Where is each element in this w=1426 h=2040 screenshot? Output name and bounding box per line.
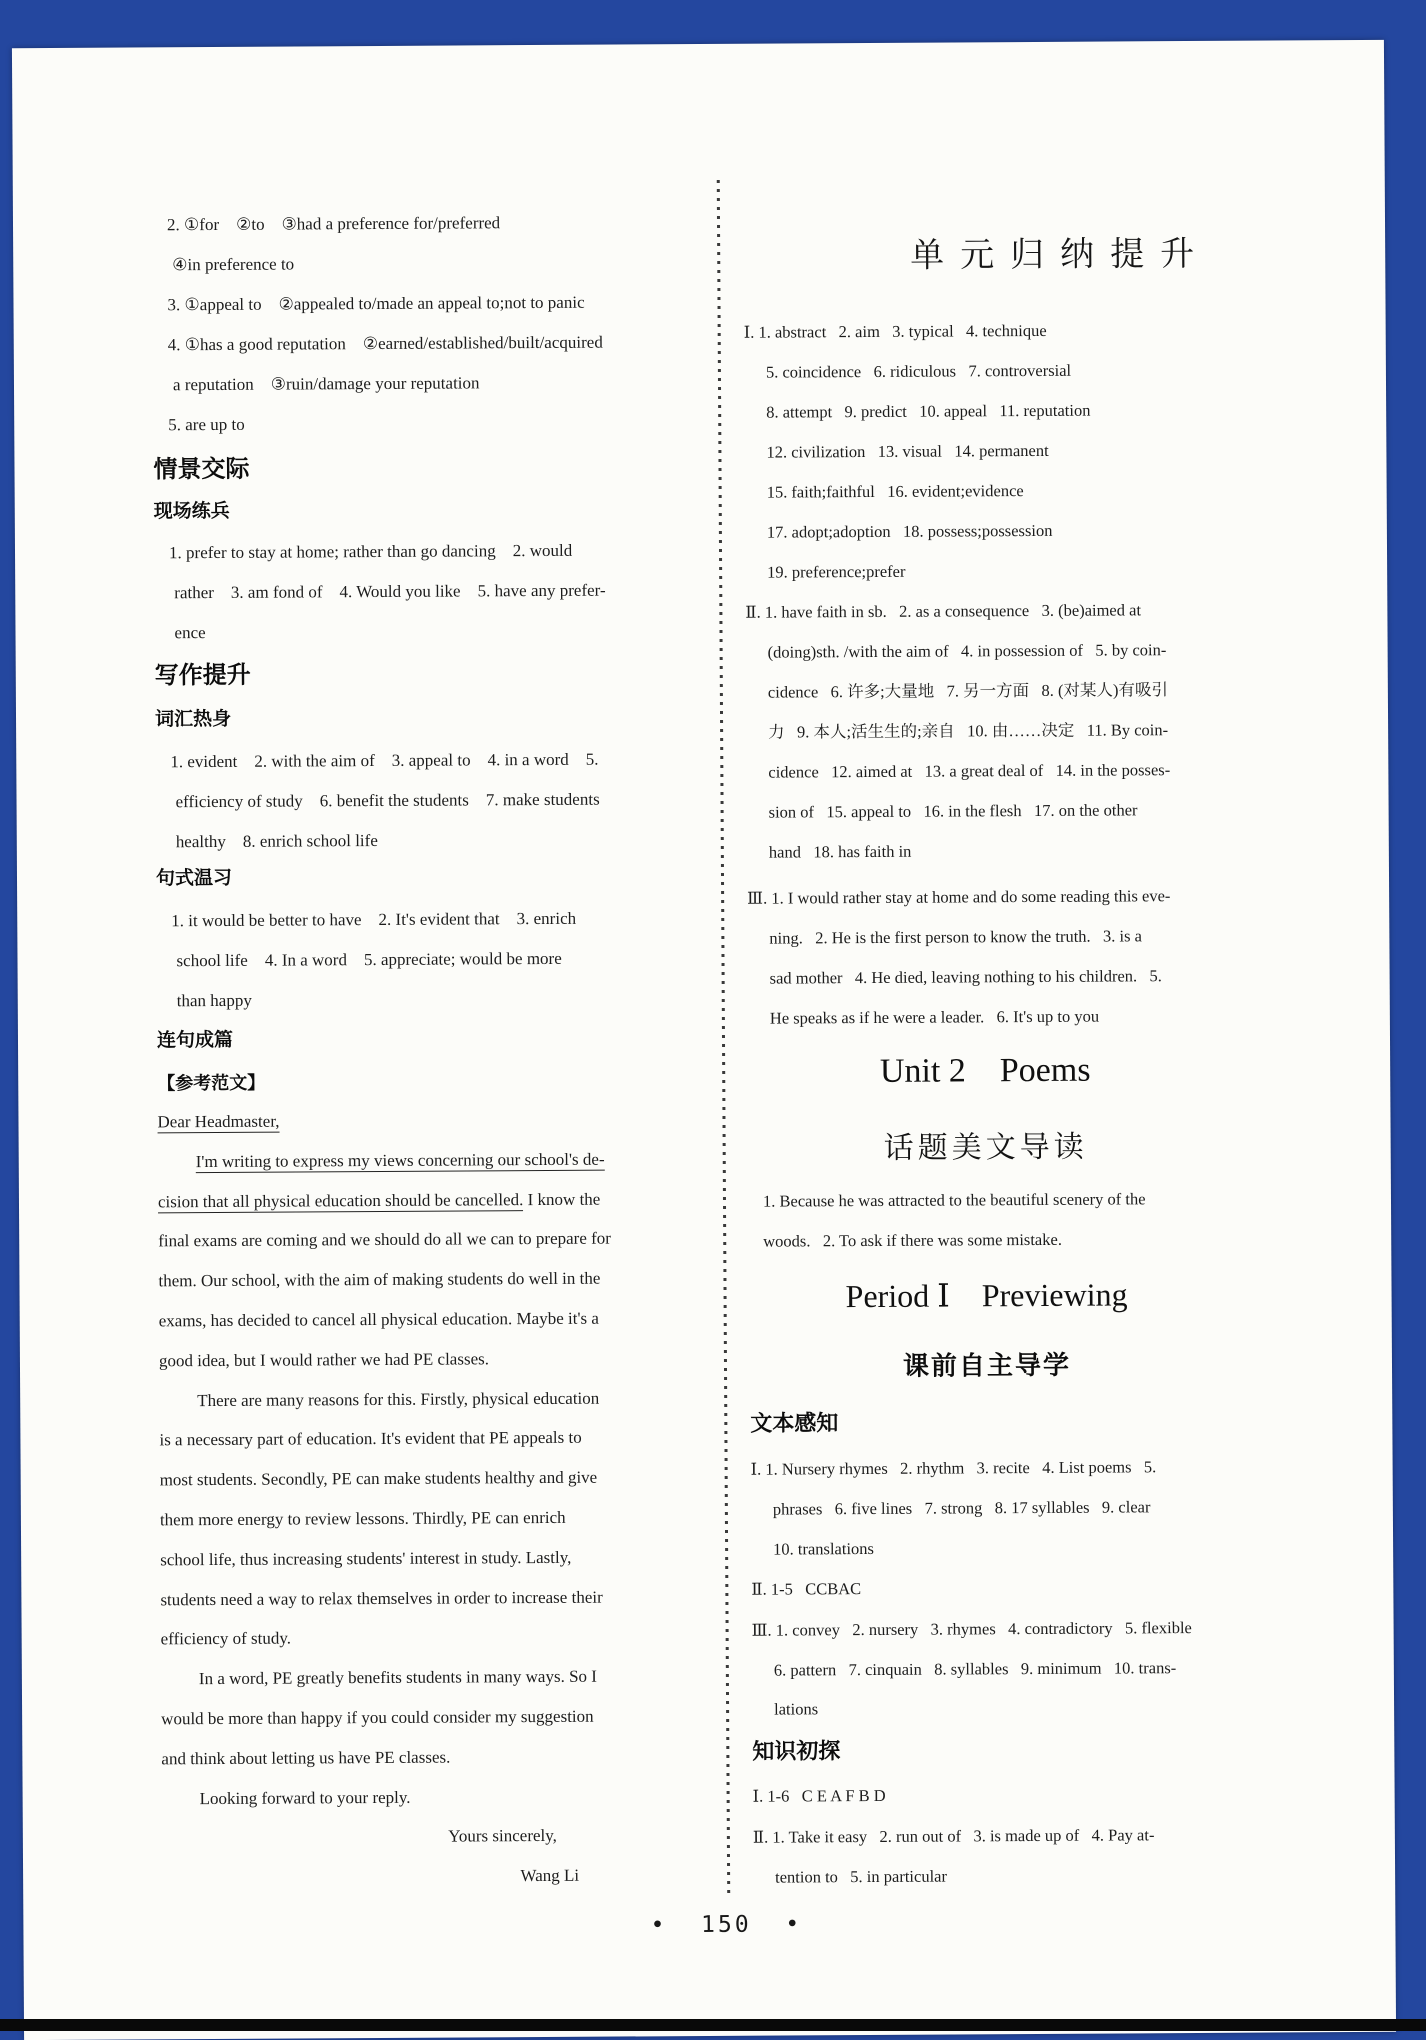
answer-line: Ⅱ. 1. Take it easy 2. run out of 3. is made up of 4. Pay at- [752,1825,1155,1847]
answer-line: ning. 2. He is the first person to know the truth. 3. is a [769,926,1143,948]
answer-line: Ⅰ. 1. abstract 2. aim 3. typical 4. technique [743,320,1047,342]
answer-line: sad mother 4. He died, leaving nothing to his children. 5. [769,966,1162,988]
answer-line: 15. faith;faithful 16. evident;evidence [766,481,1024,502]
heading-topic-reading [749,1125,1223,1172]
answer-line: phrases 6. five lines 7. strong 8. 17 syllables 9. clear [772,1497,1151,1519]
letter-line: Looking forward to your reply. [199,1787,411,1808]
answer-line: 1. evident 2. with the aim of 3. appeal to 4. in a word 5. [170,749,599,772]
answer-line: 1. prefer to stay at home; rather than go dancing 2. would [168,540,573,563]
letter-line: them more energy to review lessons. Thirdly, PE can enrich [159,1507,566,1530]
answer-line: 3. ①appeal to ②appealed to/made an appeal to;not to panic [167,292,585,315]
letter-line: would be more than happy if you could consider my suggestion [161,1706,594,1729]
heading-unit2-poems: Unit 2 Poems [879,1051,1091,1090]
subheading-on-spot-drill: 现场练兵 [153,500,230,523]
underlined-text: Dear Headmaster, [157,1111,280,1132]
answers-block-top [152,202,698,445]
answer-line: hand 18. has faith in [768,841,912,862]
letter-salutation [157,1099,702,1142]
subheading-paragraph-building: 连句成篇 [156,1029,234,1052]
answer-line: 5. coincidence 6. ridiculous 7. controversial [765,360,1072,382]
answer-line: 10. translations [773,1538,874,1559]
letter-line: is a necessary part of education. It's evident that PE appeals to [159,1428,582,1450]
letter-line: them. Our school, with the aim of making students do well in the [158,1268,601,1291]
underlined-text: I'm writing to express my views concerning our school's de- [195,1149,605,1171]
answer-line: 12. civilization 13. visual 14. permanent [766,440,1049,462]
underlined-text: cision that all physical education should be cancelled. [157,1189,524,1211]
answers-block-vocab [155,739,701,862]
answer-line: cidence 12. aimed at 13. a great deal of 14. in the posses- [768,760,1171,782]
letter-text: I know the [523,1189,601,1209]
answer-line: Ⅲ. 1. I would rather stay at home and do some reading this eve- [747,886,1171,908]
letter-line [158,1179,703,1222]
answer-line: 力 9. 本人;活生生的;亲自 10. 由……决定 11. By coin- [768,720,1169,742]
answer-line: ence [174,623,206,643]
heading-situational-dialogue: 情景交际 [153,455,250,484]
answer-line: 1. it would be better to have 2. It's evident that 3. enrich [171,908,577,931]
answer-line: school life 4. In a word 5. appreciate; would be more [176,948,562,971]
model-essay-letter [157,1099,707,1898]
letter-line: most students. Secondly, PE can make students healthy and give [159,1467,598,1490]
answer-line: Ⅲ. 1. convey 2. nursery 3. rhymes 4. contradictory 5. flexible [751,1618,1192,1640]
letter-line: exams, has decided to cancel all physical education. Maybe it's a [158,1308,599,1331]
footer-page-number: • 150 • [650,1911,803,1939]
letter-line [158,1139,703,1182]
answer-line: 6. pattern 7. cinquain 8. syllables 9. minimum 10. trans- [773,1657,1177,1680]
letter-line: students need a way to relax themselves in order to increase their [160,1587,603,1609]
answer-line: tention to 5. in particular [775,1866,948,1887]
answer-line: healthy 8. enrich school life [175,830,378,852]
answer-line: 1. Because he was attracted to the beautiful scenery of the [762,1189,1146,1211]
unit-summary-title-text: 单元归纳提升 [910,235,1211,275]
answer-line: Ⅰ. 1-6 C E A F B D [752,1785,886,1806]
answer-line: 5. are up to [168,414,245,435]
heading-writing-improvement: 写作提升 [154,661,251,690]
answer-line: 17. adopt;adoption 18. possess;possession [766,520,1053,542]
answers-block-reading [749,1179,1223,1262]
topic-reading-title-text: 话题美文导读 [883,1130,1088,1165]
answers-block-dialogue [154,530,700,653]
answers-block-sense3 [751,1608,1226,1729]
heading-unit-summary [743,233,1217,280]
answers-block-roman2 [745,590,1221,873]
answers-block-sentence [156,898,702,1021]
answer-line: He speaks as if he were a leader. 6. It's up to you [769,1006,1100,1028]
answers-block-roman3 [747,876,1222,1039]
answer-line: Ⅱ. 1-5 CCBAC [751,1579,862,1599]
answers-block-explore1 [753,1774,1227,1817]
column-divider [717,180,730,1896]
letter-line: efficiency of study. [160,1628,292,1649]
answer-line: Ⅰ. 1. Nursery rhymes 2. rhythm 3. recite 4. List poems 5. [750,1457,1157,1479]
signature-line: Wang Li [520,1865,580,1886]
page [12,40,1396,2040]
heading-period1-previewing: Period Ⅰ Previewing [845,1276,1128,1315]
answer-line: efficiency of study 6. benefit the students 7. make students [175,789,600,812]
answers-block-sense1 [751,1447,1226,1570]
answer-line: cidence 6. 许多;大量地 7. 另一方面 8. (对某人)有吸引 [767,680,1169,702]
letter-line: school life, thus increasing students' interest in study. Lastly, [160,1547,572,1570]
letter-line: final exams are coming and we should do all we can to prepare for [158,1228,611,1251]
letter-line: There are many reasons for this. Firstly, physical education [197,1388,600,1410]
answer-line: a reputation ③ruin/damage your reputation [172,373,480,395]
answer-line: rather 3. am fond of 4. Would you like 5. have any prefer- [174,580,606,603]
signature-line: Yours sincerely, [448,1826,557,1846]
answers-block-roman1 [744,310,1220,593]
answers-block-sense2 [751,1567,1225,1610]
answer-line: sion of 15. appeal to 16. in the flesh 17. on the other [768,800,1138,822]
answer-line: 19. preference;prefer [767,561,906,582]
answer-line: 4. ①has a good reputation ②earned/established/built/acquired [167,332,603,355]
subheading-sentence-review: 句式温习 [155,867,233,890]
answer-line: Ⅱ. 1. have faith in sb. 2. as a consequence 3. (be)aimed at [745,600,1142,622]
letter-line: In a word, PE greatly benefits students in many ways. So I [198,1666,597,1689]
subheading-text-perception: 文本感知 [750,1410,839,1436]
answer-line: 8. attempt 9. predict 10. appeal 11. reputation [766,400,1091,422]
subheading-knowledge-probe: 知识初探 [752,1738,841,1764]
answer-line: 2. ①for ②to ③had a preference for/preferred [166,213,501,235]
answer-line: ④in preference to [172,254,295,275]
answer-line: (doing)sth. /with the aim of 4. in possession of 5. by coin- [767,640,1167,662]
scan-bottom-strip [0,2019,1426,2031]
letter-line: and think about letting us have PE classes. [161,1747,451,1769]
answer-line: than happy [176,990,252,1011]
heading-pre-class-guide: 课前自主导学 [902,1349,1072,1381]
subheading-vocab-warmup: 词汇热身 [154,708,232,731]
answers-block-explore2 [753,1815,1227,1897]
label-reference-essay: 【参考范文】 [157,1072,266,1094]
letter-line: good idea, but I would rather we had PE classes. [158,1349,490,1371]
answer-line: woods. 2. To ask if there was some mistake. [763,1229,1062,1251]
answer-line: lations [774,1699,819,1719]
